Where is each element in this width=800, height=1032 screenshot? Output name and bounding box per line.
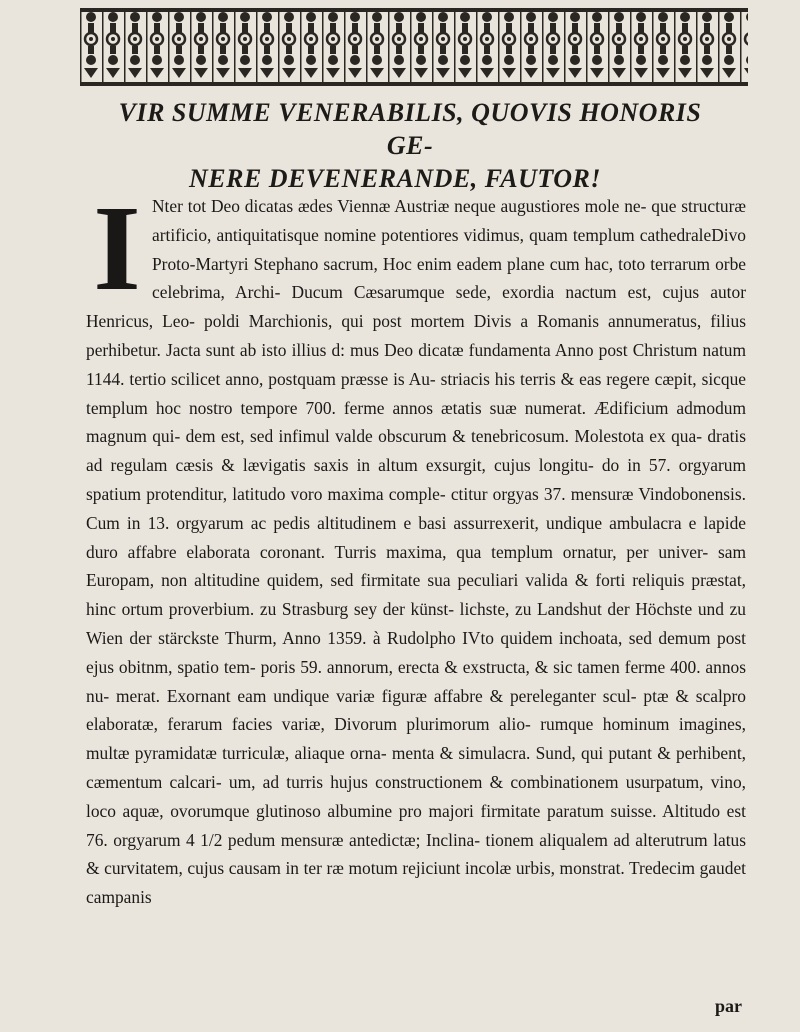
body-text (86, 181, 746, 912)
heading-line-1: VIR SUMME VENERABILIS, QUOVIS HONORIS GE- (118, 98, 702, 160)
body-paragraph: Nter tot Deo dicatas ædes Viennæ Austriæ neque augustiores mole ne- que structuræ artificio, antiquitatisque nomine potentiores vidimus, quam templum cathedraleDivo Proto-Martyri Stephano sacrum, Hoc enim eadem plane cum hac, toto terrarum orbe celebrima, Archi- Ducum Cæsarumque sede, exordia nactum est, cujus autor Henricus, Leo- poldi Marchionis, qui post mortem Divis a Romanis annumeratus, filius perhibetur. Jacta sunt ab isto illius d: mus Deo dicatæ fundamenta Anno post Christum natum 1144. tertio scilicet anno, postquam præsse is Au- striacis his terris & eas regere cæpit, sicque templum hoc nostro tempore 700. ferme annos ætatis suæ numerat. Ædificium admodum magnum qui- dem est, sed infimul valde obscurum & tenebricosum. Molestota ex qua- dratis ad regulam cæsis & lævigatis saxis in altum exsurgit, cujus longitu- do in 57. orgyarum spatium protenditur, latitudo voro maxima comple- ctitur orgyas 37. mensuræ Vindobonensis. Cum in 13. orgyarum ac pedis altitudinem e basi assurrexerit, undique ambulacra e lapide duro affabre elaborata coronant. Turris maxima, qua templum ornatur, per univer- sam Europam, non altitudine quidem, sed firmitate sua peculiari valida & forti reliquis præstat, hinc ortum proverbium. zu Strasburg sey der künst- lichste, zu Landshut der Höchste und zu Wien der stärckste Thurm, Anno 1359. à Rudolpho IVto quidem inchoata, sed demum post ejus obitnm, spatio tem- poris 59. annorum, erecta & exstructa, & sic tamen ferme 400. annos nu- merat. Exornant eam undique variæ figuræ affabre & pereleganter scul- ptæ & scalpro elaboratæ, ferarum facies variæ, Divorum plurimorum alio- rumque hominum imagines, multæ pyramidatæ turriculæ, aliaque orna- menta & simulacra. Sund, qui putant & perhibent, cæmentum calcari- um, ad turris hujus constructionem & combinationem usurpatum, vino, loco aquæ, ovorumque glutinoso albumine pro majori firmitate paratum suisse. Altitudo est 76. orgyarum 4 1/2 pedum mensuræ antedictæ; Inclina- tionem aliqualem ad alterutrum latus & curvitatem, cujus causam in ter ræ motum rejiciunt incolæ urbis, monstrat. Tredecim gaudet campanis (86, 196, 746, 908)
heading-line-2: NERE DEVENERANDE, FAUTOR! (188, 164, 602, 193)
dedication-heading (100, 96, 720, 195)
decorative-headpiece-ornament (80, 8, 748, 86)
catchword: par (715, 996, 742, 1016)
drop-cap-initial: I (93, 181, 141, 316)
